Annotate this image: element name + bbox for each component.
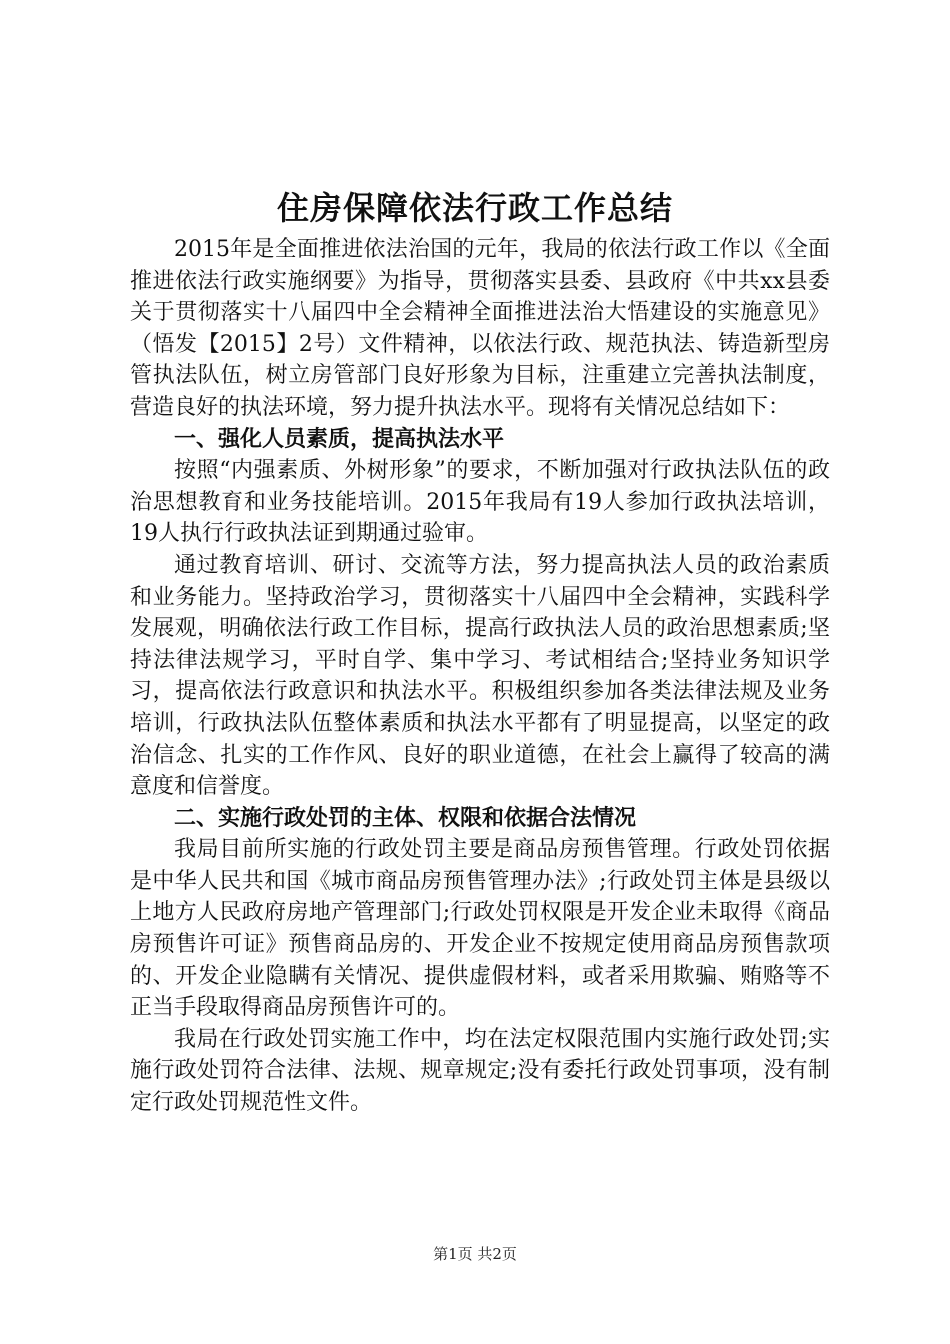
section-heading-1: 一、强化人员素质，提高执法水平 [174,426,505,452]
section-heading-2: 二、实施行政处罚的主体、权限和依据合法情况 [174,805,637,831]
paragraph-intro: 2015年是全面推进依法治国的元年，我局的依法行政工作以《全面推进依法行政实施纲要》为指导，贯彻落实县委、县政府《中共xx县委关于贯彻落实十八届四中全会精神全面推进法治大悟建设的实施意见》（悟发【2015】2号）文件精神，以依法行政、规范执法、铸造新型房管执法队伍，树立房管部门良好形象为目标，注重建立完善执法制度，营造良好的执法环境，努力提升执法水平。现将有关情况总结如下： [130,237,830,420]
paragraph-training-requirement: 按照“内强素质、外树形象”的要求，不断加强对行政执法队伍的政治思想教育和业务技能培训。2015年我局有19人参加行政执法培训，19人执行行政执法证到期通过验审。 [130,458,830,547]
page-number-footer: 第1页 共2页 [433,1245,517,1263]
paragraph-penalty-compliance: 我局在行政处罚实施工作中，均在法定权限范围内实施行政处罚;实施行政处罚符合法律、法规、规章规定;没有委托行政处罚事项，没有制定行政处罚规范性文件。 [130,1026,830,1116]
paragraph-penalty-basis: 我局目前所实施的行政处罚主要是商品房预售管理。行政处罚依据是中华人民共和国《城市商品房预售管理办法》;行政处罚主体是县级以上地方人民政府房地产管理部门;行政处罚权限是开发企业未取得《商品房预售许可证》预售商品房的、开发企业不按规定使用商品房预售款项的、开发企业隐瞒有关情况、提供虚假材料，或者采用欺骗、贿赂等不正当手段取得商品房预售许可的。 [130,837,830,1021]
document-body [130,234,830,1119]
paragraph-training-methods: 通过教育培训、研讨、交流等方法，努力提高执法人员的政治素质和业务能力。坚持政治学习，贯彻落实十八届四中全会精神，实践科学发展观，明确依法行政工作目标，提高行政执法人员的政治思想素质;坚持法律法规学习，平时自学、集中学习、考试相结合;坚持业务知识学习，提高依法行政意识和执法水平。积极组织参加各类法律法规及业务培训，行政执法队伍整体素质和执法水平都有了明显提高，以坚定的政治信念、扎实的工作作风、良好的职业道德，在社会上赢得了较高的满意度和信誉度。 [130,552,830,800]
document-title: 住房保障依法行政工作总结 [276,189,673,227]
